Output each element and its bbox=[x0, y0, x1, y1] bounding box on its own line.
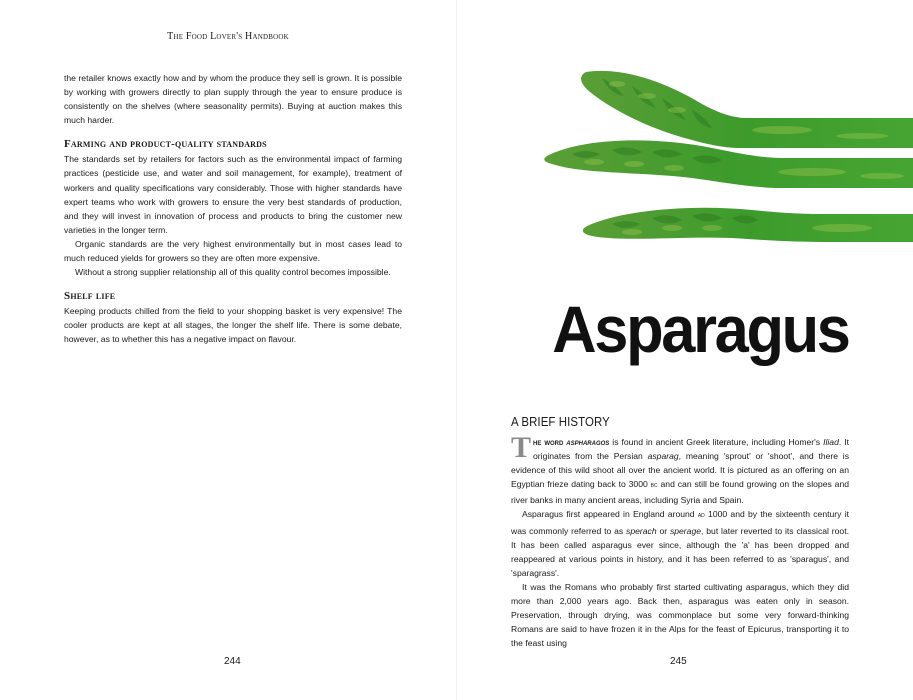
farming-paragraph-1: The standards set by retailers for factors such as the environmental impact of farming practices (pesticide use, and water and soil management, for example), treatment of workers and quality specifications vary considerably. Those with higher standards have expert teams who work with growers to ensure the very best standards of production, and they will invest in innovation of process and products to bring the customer new varieties in the longer term. bbox=[64, 154, 402, 235]
intro-paragraph: the retailer knows exactly how and by whom the produce they sell is grown. It is possible by working with growers directly to plan supply through the year to ensure produce is consistently on the shelves (where seasonality permits). Buying at auction makes this much harder. bbox=[64, 73, 402, 126]
history-p2-text-2: 1000 and by the sixteenth century it was commonly referred to as bbox=[511, 509, 849, 536]
lead-in-text: he word bbox=[533, 437, 567, 447]
shelf-life-heading: Shelf life bbox=[64, 290, 116, 303]
left-page-body bbox=[64, 71, 402, 347]
chapter-title: Asparagus bbox=[552, 292, 849, 366]
page-number-right: 245 bbox=[670, 656, 687, 667]
iliad-title: Iliad bbox=[823, 437, 839, 447]
lead-in-word: aspharagos bbox=[566, 437, 610, 447]
history-p1-text-4: and can still be found growing on the slopes and river banks in many ancient areas, including Syria and Spain. bbox=[511, 479, 850, 506]
history-paragraph-2 bbox=[511, 507, 849, 579]
history-p1-text-1: is found in ancient Greek literature, including Homer's bbox=[609, 437, 824, 447]
shelf-life-paragraph: Keeping products chilled from the field to your shopping basket is very expensive! The cooler products are kept at all stages, the longer the shelf life. There is some debate, however, as to whether this has a negative impact on flavour. bbox=[64, 306, 402, 345]
brief-history-heading: A BRIEF HISTORY bbox=[511, 414, 610, 429]
sperach-term: sperach bbox=[626, 525, 657, 536]
ad-abbrev: ad bbox=[697, 512, 705, 520]
asparagus-spear-bottom bbox=[583, 208, 913, 242]
page-number-left: 244 bbox=[224, 656, 241, 667]
history-p2-text-4: , but later reverted to its classical root. It has been called asparagus ever since, although the 'a' has been dropped and reappeared at various points in history, and it has been referred to as 'sparagus', and 'sparagrass'. bbox=[511, 525, 849, 578]
history-paragraph-3: It was the Romans who probably first started cultivating asparagus, which they did more than 2,000 years ago. Back then, asparagus was eaten only in season. Preservation, through drying, was commonplace but some very forward-thinking Romans are said to have frozen it in the Alps for the feast of Epicurus, transporting it to the feast using bbox=[511, 581, 849, 649]
asparag-term: asparag bbox=[647, 451, 679, 462]
sperage-term: sperage bbox=[669, 525, 702, 536]
farming-paragraph-3: Without a strong supplier relationship all of this quality control becomes impossible. bbox=[75, 267, 391, 278]
history-p2-text-3: or bbox=[656, 525, 670, 536]
left-page bbox=[0, 0, 456, 700]
history-p2-text-1: Asparagus first appeared in England around bbox=[522, 509, 698, 520]
right-page-body bbox=[511, 414, 849, 650]
farming-standards-heading: Farming and product-quality standards bbox=[64, 138, 267, 151]
drop-cap: T bbox=[511, 431, 532, 464]
asparagus-spear-top bbox=[581, 71, 913, 148]
bc-abbrev: bc bbox=[650, 482, 658, 490]
history-p1-text-3: , meaning 'sprout' or 'shoot', and there is evidence of this wild shoot all over the ancient world. It is pictured as an offering on an Egyptian frieze dating back to 3000 bbox=[511, 451, 849, 490]
asparagus-spears-illustration bbox=[542, 64, 913, 254]
running-head: The Food Lover's Handbook bbox=[167, 31, 289, 42]
right-page bbox=[457, 0, 913, 700]
history-p1-text-2: . It originates from the Persian bbox=[533, 437, 849, 462]
history-paragraph-1 bbox=[511, 431, 850, 507]
farming-paragraph-2: Organic standards are the very highest environmentally but in most cases lead to much reduced yields for growers so they are often more expensive. bbox=[64, 238, 402, 264]
